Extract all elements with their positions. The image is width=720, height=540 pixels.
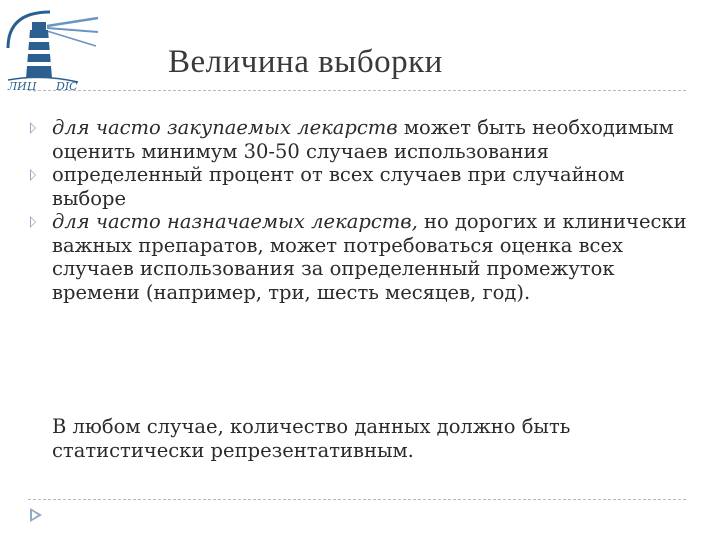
list-item xyxy=(26,210,694,304)
bullet-text: но дорогих и клинически важных препаратов, может потребоваться оценка всех случаев использования за определенный промежуток времени (например, три, шесть месяцев, год). xyxy=(52,210,687,304)
bottom-divider xyxy=(28,499,686,500)
summary-note: В любом случае, количество данных должно быть статистически репрезентативным. xyxy=(52,415,571,462)
navigation-arrow-icon[interactable] xyxy=(28,507,44,523)
list-item xyxy=(26,163,694,210)
list-item xyxy=(26,116,694,163)
arrow-bullet-icon xyxy=(30,216,36,228)
logo-left-text: ЛИЦ xyxy=(8,80,37,93)
bullet-list xyxy=(26,116,694,304)
logo-right-text: DIC xyxy=(56,80,78,93)
logo xyxy=(2,4,102,96)
bullet-italic-text: для часто закупаемых лекарств xyxy=(52,116,398,139)
page-title: Величина выборки xyxy=(168,44,443,80)
arrow-bullet-icon xyxy=(30,122,36,134)
arrow-bullet-icon xyxy=(30,169,36,181)
bullet-text: может быть необходимым оценить минимум 30-50 случаев использования xyxy=(52,116,674,163)
bullet-text: определенный процент от всех случаев при случайном выборе xyxy=(52,163,625,210)
top-divider xyxy=(28,90,686,91)
bullet-italic-text: для часто назначаемых лекарств, xyxy=(52,210,418,233)
